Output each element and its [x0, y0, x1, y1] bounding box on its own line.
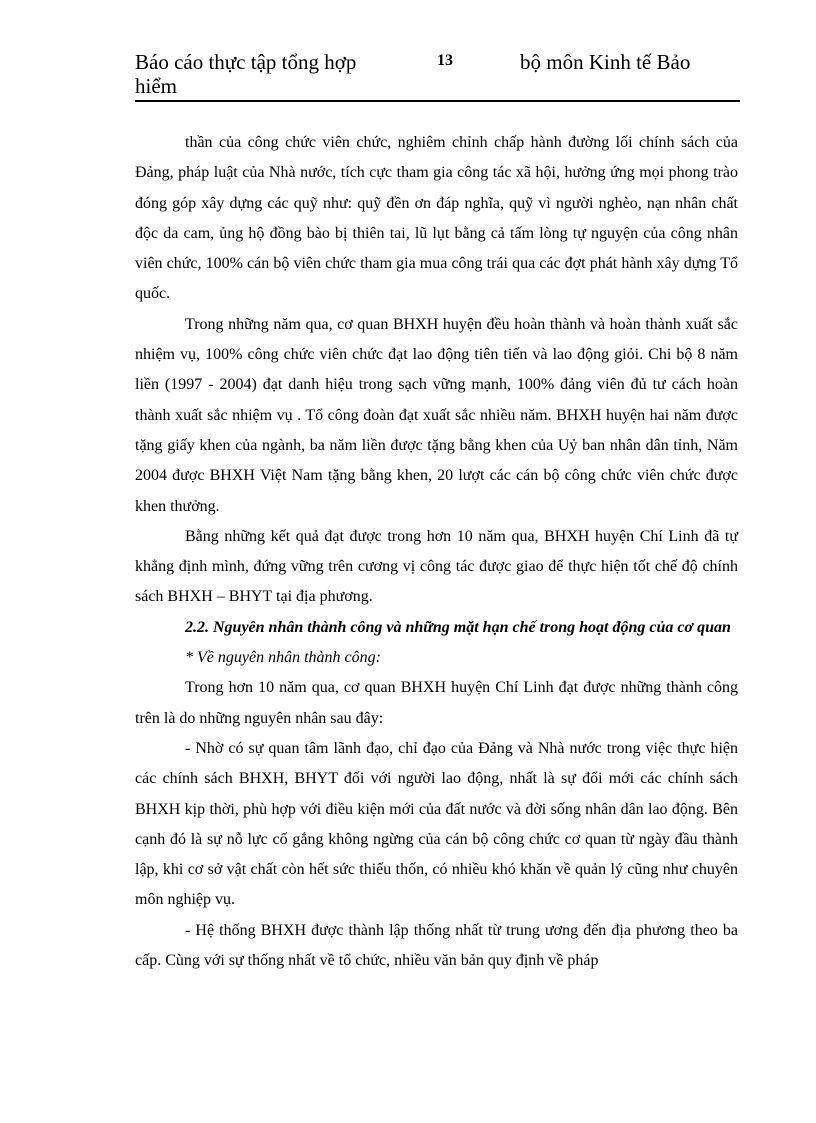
section-heading: 2.2. Nguyên nhân thành công và những mặt hạn chế trong hoạt động của cơ quan [185, 618, 731, 636]
paragraph: Bằng những kết quả đạt được trong hơn 10 năm qua, BHXH huyện Chí Linh đã tự khẳng định mình, đứng vững trên cương vị công tác được giao để thực hiện tốt chế độ chính sách BHXH – BHYT tại địa phương. [135, 527, 738, 606]
header-report-title: Báo cáo thực tập tổng hợp hiểm [135, 50, 357, 98]
subsection-heading: * Về nguyên nhân thành công: [185, 649, 381, 667]
page-number: 13 [437, 52, 453, 69]
paragraph: - Hệ thống BHXH được thành lập thống nhất từ trung ương đến địa phương theo ba cấp. Cùng với sự thống nhất về tổ chức, nhiều văn bản quy định về pháp [135, 921, 738, 970]
paragraph: Trong hơn 10 năm qua, cơ quan BHXH huyện Chí Linh đạt được những thành công trên là do những nguyên nhân sau đây: [135, 679, 738, 727]
header-department: bộ môn Kinh tế Bảo [520, 50, 691, 74]
paragraph: thần của công chức viên chức, nghiêm chỉnh chấp hành đường lối chính sách của Đảng, pháp luật của Nhà nước, tích cực tham gia công tác xã hội, hưởng ứng mọi phong trào đóng góp xây dựng các quỹ như: quỹ đền ơn đáp nghĩa, quỹ vì người nghèo, nạn nhân chất độc da cam, ủng hộ đồng bào bị thiên tai, lũ lụt bằng cả tấm lòng tự nguyện của công nhân viên chức, 100% cán bộ viên chức tham gia mua công trái qua các đợt phát hành xây dựng Tổ quốc. [135, 134, 738, 303]
paragraph: Trong những năm qua, cơ quan BHXH huyện đều hoàn thành và hoàn thành xuất sắc nhiệm vụ, 100% công chức viên chức đạt lao động tiên tiến và lao động giỏi. Chi bộ 8 năm liền (1997 - 2004) đạt danh hiệu trong sạch vững mạnh, 100% đảng viên đủ tư cách hoàn thành xuất sắc nhiệm vụ . Tổ công đoàn đạt xuất sắc nhiều năm. BHXH huyện hai năm được tặng giấy khen của ngành, ba năm liền được tặng bằng khen của Uỷ ban nhân dân tỉnh, Năm 2004 được BHXH Việt Nam tặng bằng khen, 20 lượt các cán bộ công chức viên chức được khen thưởng. [135, 315, 738, 515]
body-text [135, 128, 738, 976]
page-header [135, 50, 740, 102]
paragraph: - Nhờ có sự quan tâm lãnh đạo, chỉ đạo của Đảng và Nhà nước trong việc thực hiện các chính sách BHXH, BHYT đối với người lao động, nhất là sự đổi mới các chính sách BHXH kịp thời, phù hợp với điều kiện mới của đất nước và đời sống nhân dân lao động. Bên cạnh đó là sự nỗ lực cố gắng không ngừng của cán bộ công chức cơ quan từ ngày đầu thành lập, khi cơ sở vật chất còn hết sức thiếu thốn, có nhiều khó khăn về quản lý cũng như chuyên môn nghiệp vụ. [135, 739, 738, 909]
